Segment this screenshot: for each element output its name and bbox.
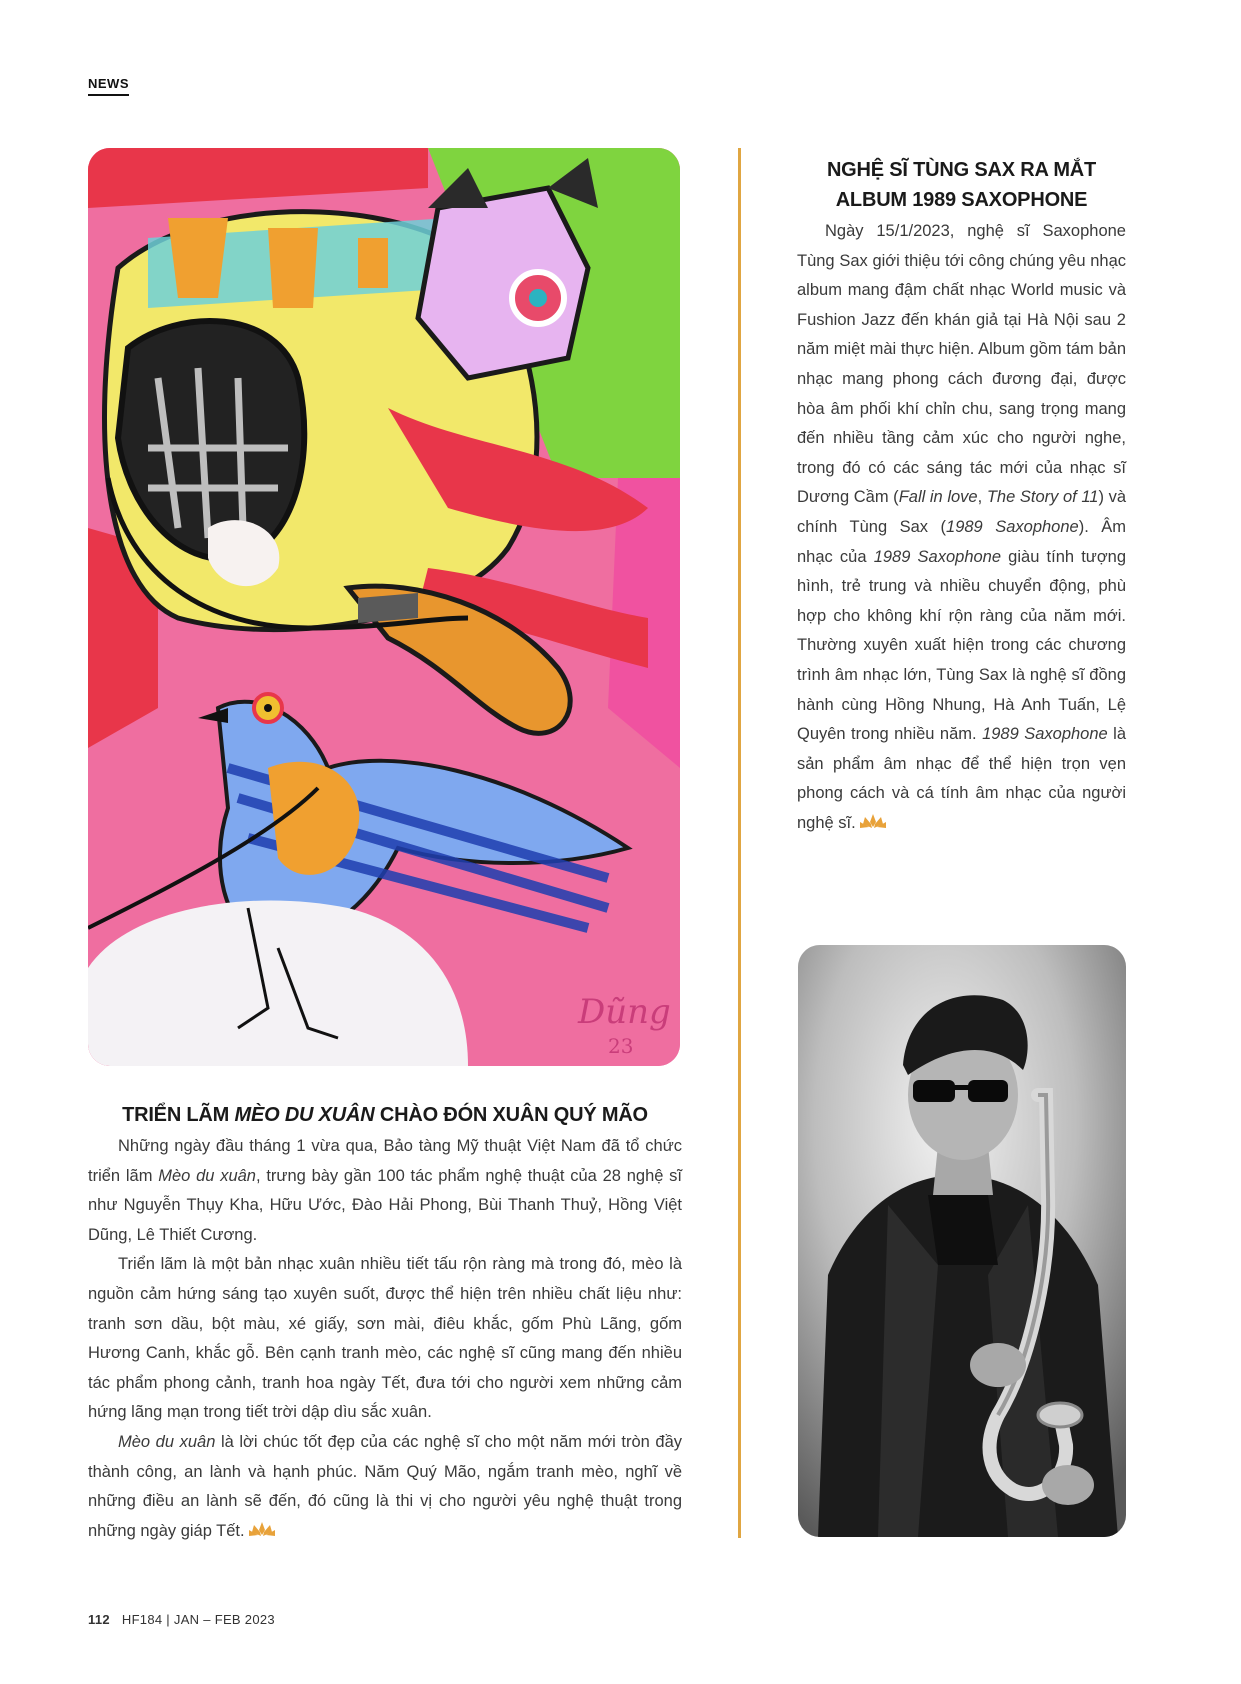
album-title: 1989 Saxophone [982, 725, 1108, 744]
portrait-photo [798, 945, 1126, 1537]
painting-illustration [88, 148, 680, 1066]
column-divider [738, 148, 741, 1538]
page-footer [88, 1612, 275, 1627]
article-right-title [797, 155, 1126, 215]
section-label: NEWS [88, 76, 129, 96]
paragraph: Triển lãm là một bản nhạc xuân nhiều tiết tấu rộn ràng mà trong đó, mèo là nguồn cảm hứng sáng tạo xuyên suốt, được thể hiện trên nhiều chất liệu như: tranh sơn dầu, bột màu, xé giấy, sơn mài, điêu khắc, gốm Phù Lãng, gốm Hương Canh, khắc gỗ. Bên cạnh tranh mèo, các nghệ sĩ cũng mang đến nhiều tác phẩm phong cảnh, tranh hoa ngày Tết, đưa tới cho người xem những cảm hứng lãng mạn trong tiết trời dập dìu sắc xuân. [88, 1255, 682, 1422]
song-title: 1989 Saxophone [946, 517, 1079, 536]
article-right-body: Ngày 15/1/2023, nghệ sĩ Saxophone Tùng Sax giới thiệu tới công chúng yêu nhạc album mang đậm chất nhạc World music và Fushion Jazz đến khán giả tại Hà Nội sau 2 năm miệt mài thực hiện. Album gồm tám bản nhạc mang phong cách đương đại, được hòa âm phối khí chỉn chu, sang trọng mang đến nhiều tầng cảm xúc cho người nghe, trong đó có các sáng tác mới của nhạc sĩ Dương Cầm (Fall in love, The Story of 11) và chính Tùng Sax (1989 Saxophone). Âm nhạc của 1989 Saxophone giàu tính tượng hình, trẻ trung và nhiều chuyển động, phù hợp cho không khí rộn ràng của năm mới. Thường xuyên xuất hiện trong các chương trình âm nhạc lớn, Tùng Sax là nghệ sĩ đồng hành cùng Hồng Nhung, Hà Anh Tuấn, Lệ Quyên trong nhiều năm. 1989 Saxophone là sản phẩm âm nhạc để thể hiện trọn vẹn phong cách và cá tính âm nhạc của người nghệ sĩ. [797, 222, 1127, 832]
page-number: 112 [88, 1612, 110, 1627]
article-left-title: TRIỂN LÃM MÈO DU XUÂN CHÀO ĐÓN XUÂN QUÝ MÃO [122, 1104, 648, 1126]
article-meo-du-xuan [88, 1100, 682, 1546]
lotus-end-icon [860, 814, 886, 829]
issue-info: HF184 | JAN – FEB 2023 [121, 1612, 275, 1627]
paragraph: Những ngày đầu tháng 1 vừa qua, Bảo tàng Mỹ thuật Việt Nam đã tổ chức triển lãm Mèo du xuân, trưng bày gần 100 tác phẩm nghệ thuật của 28 nghệ sĩ như Nguyễn Thụy Kha, Hữu Ước, Đào Hải Phong, Bùi Thanh Thuỷ, Hồng Việt Dũng, Lê Thiết Cương. [88, 1137, 683, 1244]
paragraph: Mèo du xuân là lời chúc tốt đẹp của các nghệ sĩ cho một năm mới tròn đầy thành công, an lành và hạnh phúc. Năm Quý Mão, ngắm tranh mèo, nghĩ về những điều an lành sẽ đến, đó cũng là thi vị cho người yêu nghệ thuật trong những ngày giáp Tết. [88, 1432, 683, 1540]
article-tung-sax [797, 155, 1126, 838]
song-title: The Story of 11 [986, 488, 1099, 507]
artwork-signature: Dũng [578, 992, 671, 1032]
lotus-end-icon [249, 1522, 275, 1537]
artwork-signature-year: 23 [608, 1034, 634, 1058]
title-line-2: ALBUM 1989 SAXOPHONE [835, 189, 1088, 211]
artwork-image [88, 148, 680, 1066]
saxophonist-illustration [798, 945, 1126, 1537]
album-title: 1989 Saxophone [873, 547, 1002, 566]
title-line-1: NGHỆ SĨ TÙNG SAX RA MẮT [826, 159, 1097, 181]
song-title: Fall in love [898, 488, 978, 507]
